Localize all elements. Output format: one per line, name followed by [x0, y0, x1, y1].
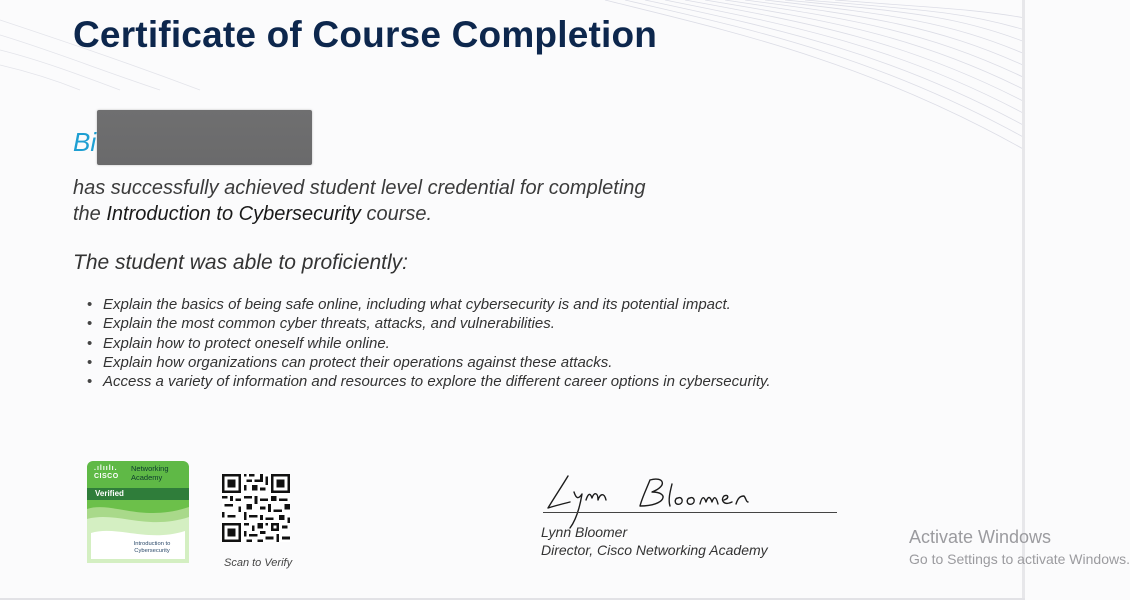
- completion-statement: [73, 175, 773, 227]
- badge-verified-label: Verified: [87, 488, 189, 500]
- handwritten-signature: [540, 462, 780, 532]
- outcomes-heading: The student was able to proficiently:: [73, 251, 409, 274]
- badge-course-line-2: Cybersecurity: [134, 548, 170, 554]
- cisco-logo-text: CISCO: [94, 473, 119, 480]
- signer-title: Director, Cisco Networking Academy: [541, 542, 768, 558]
- page-right-edge: [1022, 0, 1025, 600]
- badge-org-line-2: Academy: [131, 472, 163, 482]
- badge-organization: [131, 465, 187, 482]
- cisco-logo: [94, 465, 119, 481]
- badge-course-name: [121, 541, 183, 555]
- statement-suffix: course.: [360, 203, 433, 225]
- outcomes-list: [103, 295, 771, 391]
- outcome-item: • Access a variety of information and resources to explore the different career options in cybersecurity.: [103, 372, 771, 391]
- recipient-name-redaction: [97, 110, 312, 165]
- outcome-item: • Explain how organizations can protect their operations against these attacks.: [103, 353, 771, 372]
- scan-to-verify-label: Scan to Verify: [224, 557, 293, 569]
- recipient-name-visible-part: Bi: [73, 127, 97, 157]
- course-name: Introduction to Cybersecurity: [106, 203, 361, 225]
- statement-prefix: the: [73, 203, 107, 225]
- statement-line-1: has successfully achieved student level credential for completing: [73, 177, 646, 199]
- badge-org-line-1: Networking: [131, 464, 169, 473]
- statement-line-2: [73, 201, 773, 227]
- outcome-item: • Explain the most common cyber threats, attacks, and vulnerabilities.: [103, 314, 771, 333]
- cisco-verified-badge[interactable]: [87, 461, 189, 563]
- outcome-item: • Explain how to protect oneself while online.: [103, 334, 771, 353]
- badge-course-line-1: Introduction to: [133, 541, 171, 547]
- activate-windows-subtitle: Go to Settings to activate Windows.: [909, 551, 1130, 567]
- signer-name: Lynn Bloomer: [541, 524, 628, 540]
- outcome-item: • Explain the basics of being safe online, including what cybersecurity is and its potential impact.: [103, 295, 771, 314]
- signature-line: [543, 512, 837, 513]
- cisco-logo-bars: .ılıılı.: [94, 465, 118, 472]
- activate-windows-title: Activate Windows: [909, 527, 1052, 547]
- background-line-pattern: [605, 0, 1025, 170]
- certificate-title: Certificate of Course Completion: [73, 14, 658, 55]
- verification-qr-code[interactable]: [222, 474, 290, 542]
